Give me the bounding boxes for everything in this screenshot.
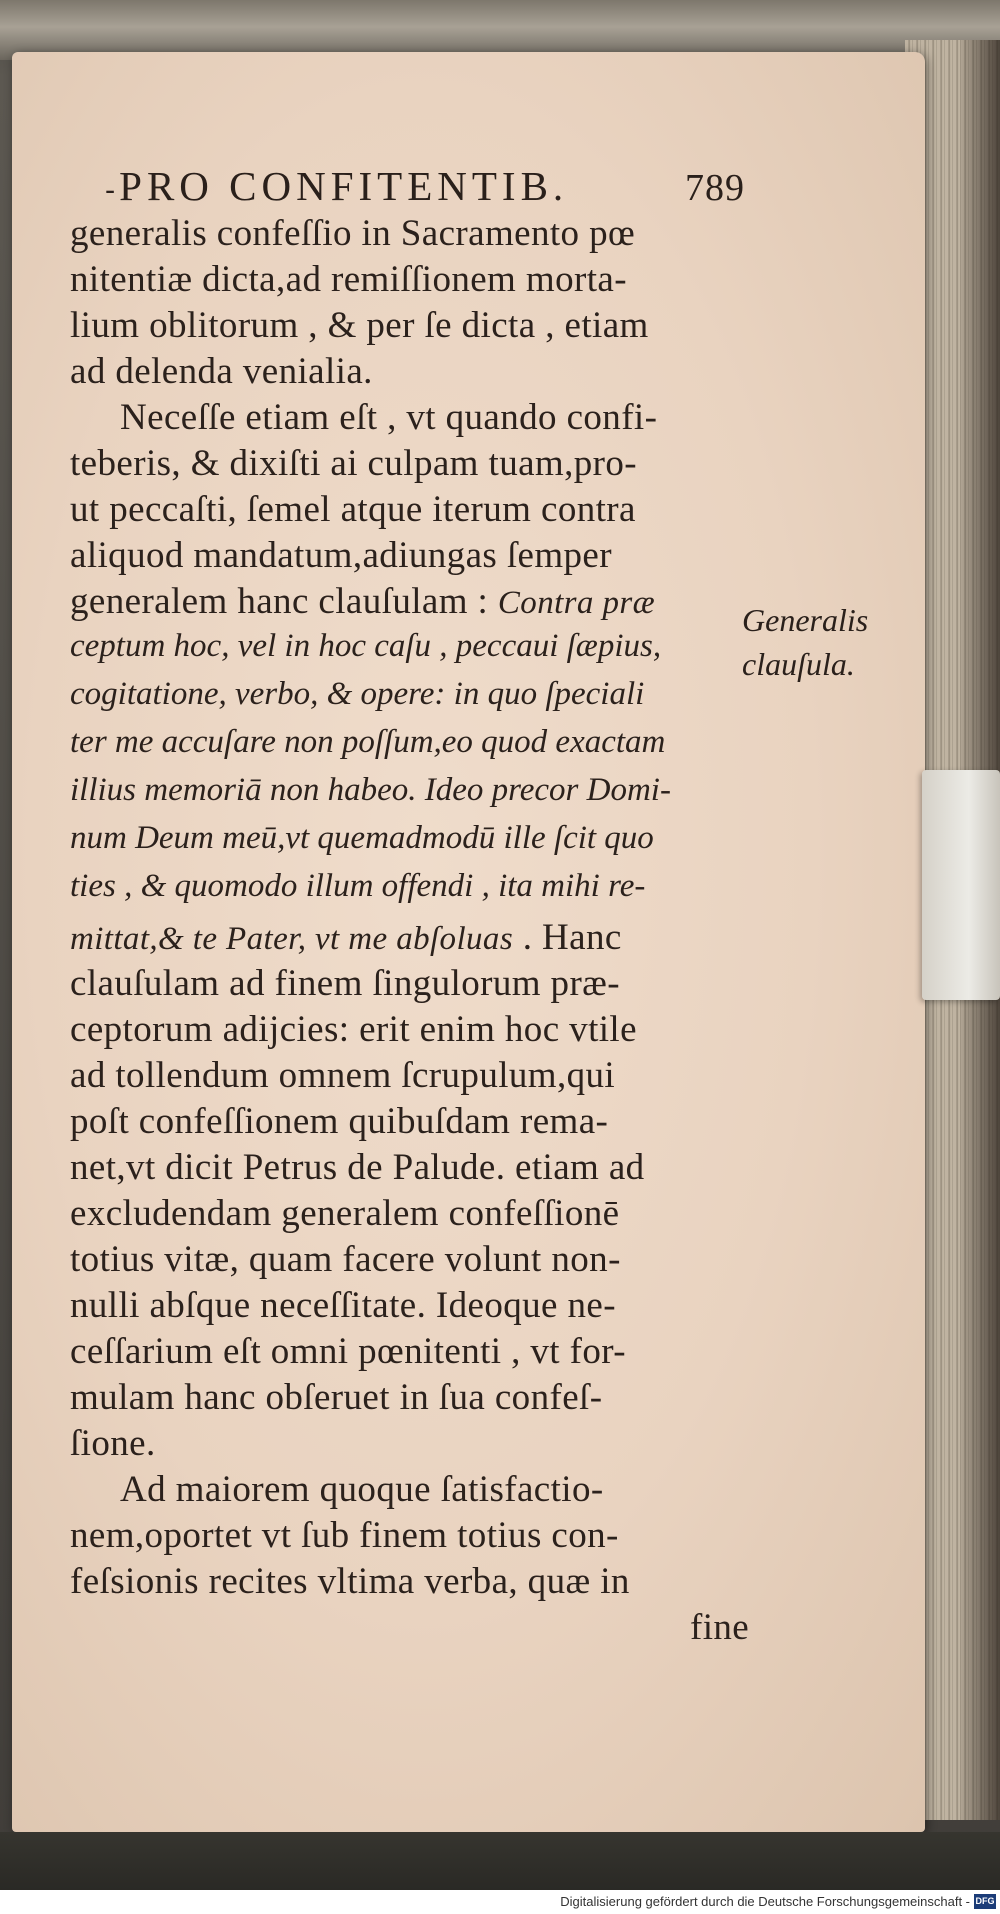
text-line-content: illius memoriā non habeo. Ideo precor Domi- [70,772,671,808]
text-line-content: num Deum meū,vt quemadmodū ille ſcit quo [70,820,654,856]
text-line-content: poſt confeſſionem quibuſdam rema- [70,1101,609,1142]
footer-credit: Digitalisierung gefördert durch die Deutsche Forschungsgemeinschaft - [560,1894,970,1909]
text-line-content: ter me accuſare non poſſum,eo quod exactam [70,724,666,760]
bookmark-strip [922,770,1000,1000]
text-line-content: lium oblitorum , & per ſe dicta , etiam [70,305,649,346]
text-line [70,1146,750,1192]
text-line [70,1192,750,1238]
text-line [70,724,750,770]
running-head [105,162,745,212]
text-line [70,1560,750,1606]
text-line-content: net,vt dicit Petrus de Palude. etiam ad [70,1147,645,1188]
text-line [70,1284,750,1330]
text-line [120,396,750,442]
text-line [70,1514,750,1560]
running-title: PRO CONFITENTIB. [119,163,569,209]
marginal-note [742,598,912,686]
text-line [70,1422,750,1468]
text-line [70,1238,750,1284]
text-line-content: generalem hanc clauſulam : [70,581,489,622]
text-line [70,304,750,350]
text-line-content: ad delenda venialia. [70,351,373,392]
text-line [70,1376,750,1422]
text-line-content: generalis confeſſio in Sacramento pœ [70,213,636,254]
text-line [70,534,750,580]
text-line-content: ties , & quomodo illum offendi , ita mihi re- [70,868,646,904]
text-line [70,772,750,818]
text-line-content: . Hanc [522,917,622,958]
text-line-content: feſsionis recites vltima verba, quæ in [70,1561,630,1602]
text-line-content: nitentiæ dicta,ad remiſſionem morta- [70,259,627,300]
dfg-logo: DFG [974,1894,996,1909]
text-line-content: ſione. [70,1423,156,1464]
text-line-italic: Contra præ [497,585,656,621]
running-head-dash: - [105,173,116,208]
text-line [70,676,750,722]
text-line [70,1054,750,1100]
text-line [70,820,750,866]
marginal-note-line: Generalis [742,602,869,638]
text-line-content: ceptorum adijcies: erit enim hoc vtile [70,1009,637,1050]
text-line-content: totius vitæ, quam facere volunt non- [70,1239,621,1280]
page-number: 789 [685,167,745,209]
text-line [70,350,750,396]
text-line [70,868,750,914]
text-line-content: ad tollendum omnem ſcrupulum,qui [70,1055,616,1096]
marginal-note-line: clauſula. [742,646,855,682]
text-line-content: Neceſſe etiam eſt , vt quando confi- [120,397,658,438]
text-line-content: nem,oportet vt ſub finem totius con- [70,1515,619,1556]
text-line-content: cogitatione, verbo, & opere: in quo ſpeciali [70,676,645,712]
catchword-text: fine [690,1607,750,1648]
book-top-edge [0,0,1000,60]
text-line-content: ut peccaſti, ſemel atque iterum contra [70,489,636,530]
text-line [70,258,750,304]
catchword [690,1606,760,1652]
text-line [70,1100,750,1146]
text-line-content: ceptum hoc, vel in hoc caſu , peccaui ſæpius, [70,628,662,664]
text-line-content: excludendam generalem confeſſionē [70,1193,620,1234]
text-line-content: clauſulam ad finem ſingulorum præ- [70,963,620,1004]
text-line-italic: mittat,& te Pater, vt me abſoluas [70,921,514,957]
text-line-content: aliquod mandatum,adiungas ſemper [70,535,612,576]
text-line-content: nulli abſque neceſſitate. Ideoque ne- [70,1285,616,1326]
text-line [70,488,750,534]
text-line [70,628,750,674]
text-line [70,1330,750,1376]
text-line-content: Ad maiorem quoque ſatisfactio- [120,1469,604,1510]
text-line [70,442,750,488]
text-line [120,1468,750,1514]
text-line [70,1008,750,1054]
text-line-content: teberis, & dixiſti ai culpam tuam,pro- [70,443,637,484]
text-line-content: ceſſarium eſt omni pœnitenti , vt for- [70,1331,626,1372]
text-line [70,916,750,962]
text-line [70,962,750,1008]
text-line-content: mulam hanc obſeruet in ſua confeſ- [70,1377,603,1418]
book-bottom-edge [0,1832,1000,1890]
text-line [70,212,750,258]
text-line [70,580,750,626]
